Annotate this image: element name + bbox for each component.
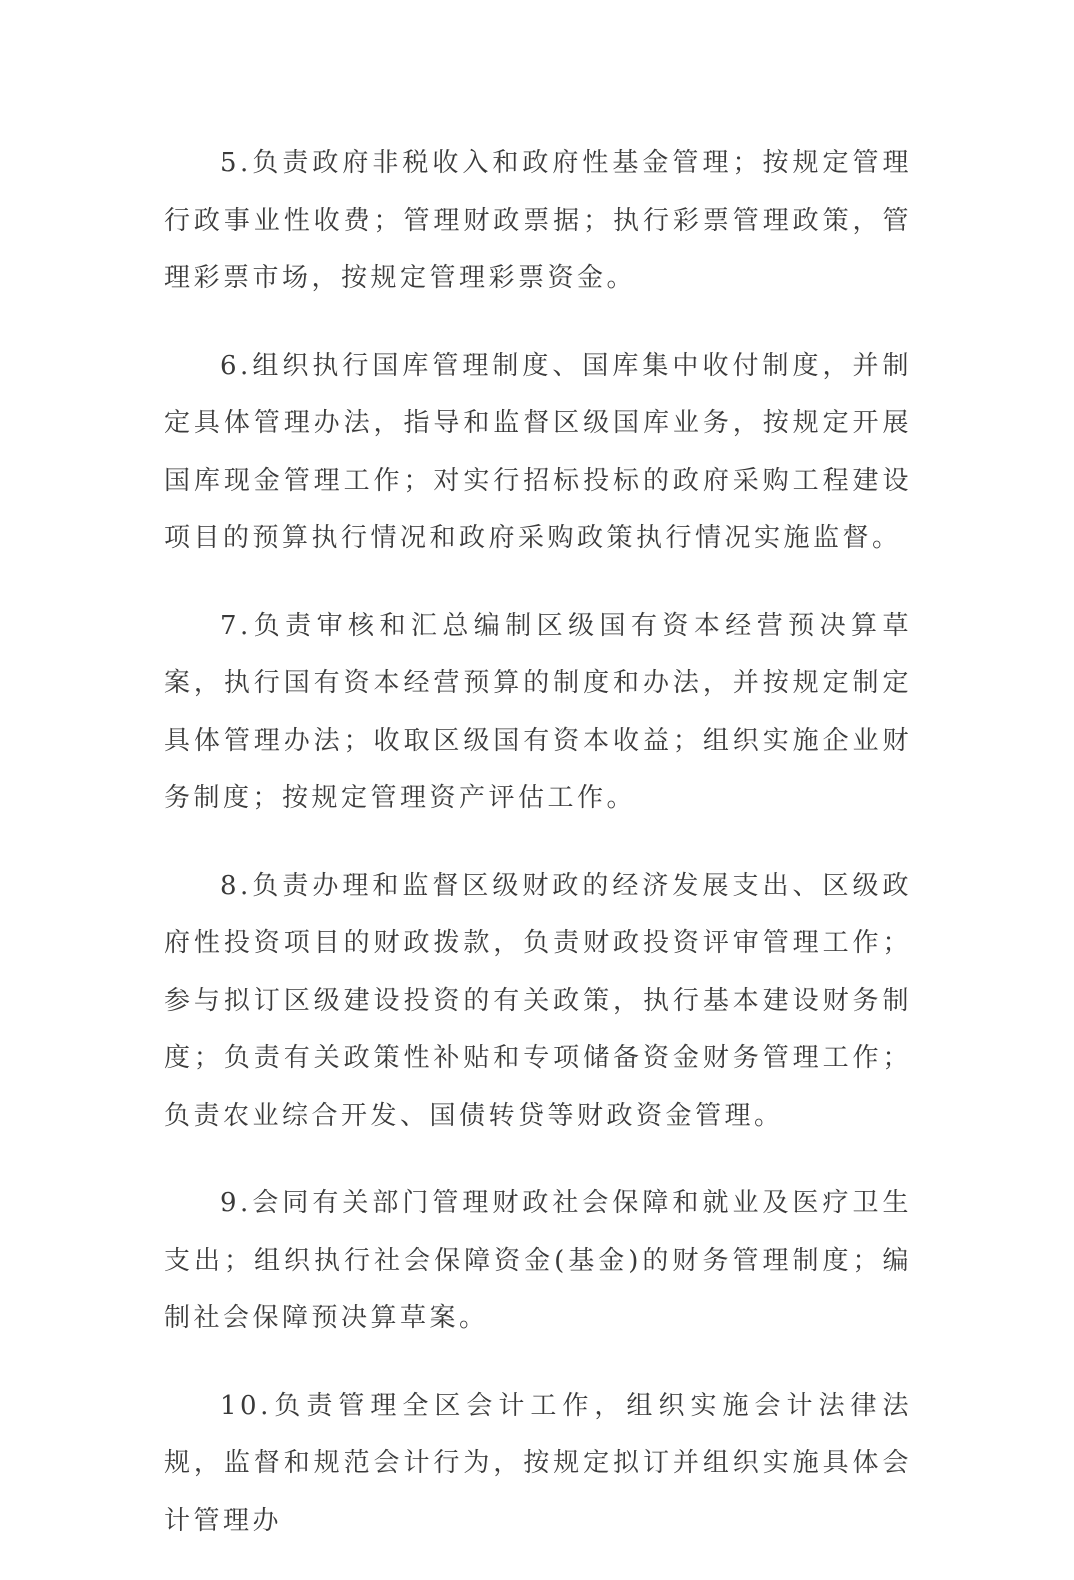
paragraph-item-5: 5.负责政府非税收入和政府性基金管理；按规定管理行政事业性收费；管理财政票据；执行彩票管理政策，管理彩票市场，按规定管理彩票资金。 [164,148,912,293]
paragraph-item-6: 6.组织执行国库管理制度、国库集中收付制度，并制定具体管理办法，指导和监督区级国库业务，按规定开展国库现金管理工作；对实行招标投标的政府采购工程建设项目的预算执行情况和政府采购政策执行情况实施监督。 [164,350,912,553]
paragraph-item-10: 10.负责管理全区会计工作，组织实施会计法律法规，监督和规范会计行为，按规定拟订并组织实施具体会计管理办 [164,1390,912,1536]
paragraph-item-7: 7.负责审核和汇总编制区级国有资本经营预决算草案，执行国有资本经营预算的制度和办法，并按规定制定具体管理办法；收取区级国有资本收益；组织实施企业财务制度；按规定管理资产评估工作。 [164,610,912,813]
paragraph-item-8: 8.负责办理和监督区级财政的经济发展支出、区级政府性投资项目的财政拨款，负责财政投资评审管理工作；参与拟订区级建设投资的有关政策，执行基本建设财务制度；负责有关政策性补贴和专项储备资金财务管理工作；负责农业综合开发、国债转贷等财政资金管理。 [164,870,912,1131]
paragraph-item-9: 9.会同有关部门管理财政社会保障和就业及医疗卫生支出；组织执行社会保障资金(基金)的财务管理制度；编制社会保障预决算草案。 [164,1188,912,1333]
document-body [164,135,912,1580]
